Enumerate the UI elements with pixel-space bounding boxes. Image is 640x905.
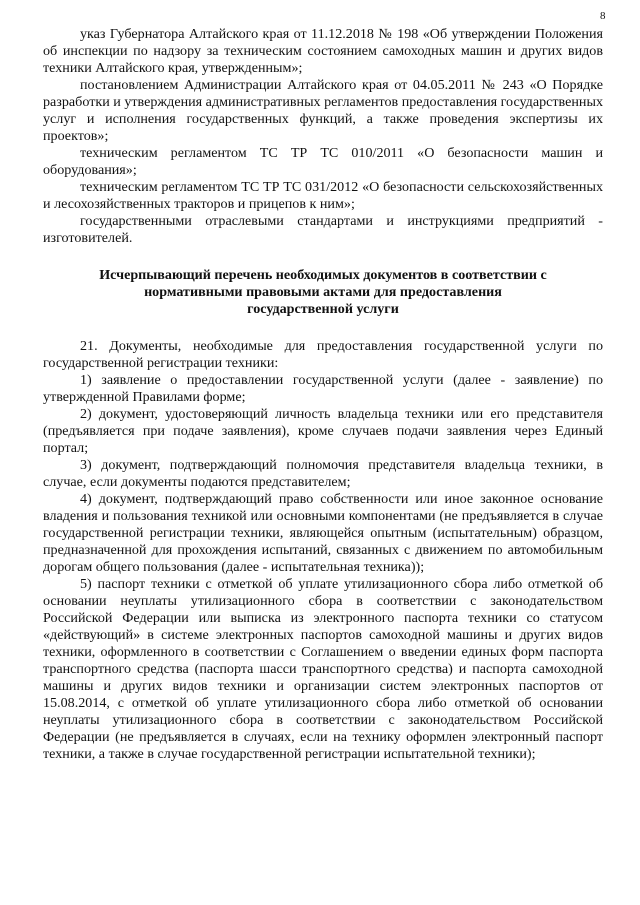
list-item-authority-document: 3) документ, подтверждающий полномочия представителя владельца техники, в случае, если документы подаются представителем;: [43, 457, 603, 490]
documents-list-section: [43, 338, 603, 763]
document-body: [43, 26, 603, 763]
list-item-identity-document: 2) документ, удостоверяющий личность владельца техники или его представителя (предъявляется при подаче заявления), кроме случаев подачи заявления через Единый портал;: [43, 406, 603, 456]
list-item-application: 1) заявление о предоставлении государственной услуги (далее - заявление) по утвержденной Правилами форме;: [43, 372, 603, 405]
list-item-vehicle-passport: 5) паспорт техники с отметкой об уплате утилизационного сбора либо отметкой об основании неуплаты утилизационного сбора в соответствии с законодательством Российской Федерации или выписка из электронного паспорта техники со статусом «действующий» в системе электронных паспортов самоходной машины и других видов техники, оформленного в соответствии с Соглашением о введении единых форм паспорта транспортного средства (паспорта шасси транспортного средства) и паспорта самоходной машины и других видов техники и организации систем электронных паспортов от 15.08.2014, с отметкой об уплате утилизационного сбора либо отметкой об основании неуплаты утилизационного сбора в соответствии с законодательством Российской Федерации (не предъявляется в случаях, если на технику оформлен электронный паспорт техники, а также в случае государственной регистрации испытательной техники);: [43, 576, 603, 762]
heading-line-3: государственной услуги: [247, 301, 399, 317]
intro-section: [43, 26, 603, 247]
section-heading: [43, 267, 603, 318]
paragraph-resolution-administration: постановлением Администрации Алтайского края от 04.05.2011 № 243 «О Порядке разработки и утверждения административных регламентов предоставления государственных услуг и исполнения государственных функций, а также проведения экспертизы их проектов»;: [43, 77, 603, 144]
paragraph-decree-governor: указ Губернатора Алтайского края от 11.12.2018 № 198 «Об утверждении Положения об инспекции по надзору за техническим состоянием самоходных машин и других видов техники Алтайского края, утвержденным»;: [43, 26, 603, 76]
paragraph-tech-regulation-010: техническим регламентом ТС ТР ТС 010/2011 «О безопасности машин и оборудования»;: [43, 145, 603, 178]
paragraph-state-standards: государственными отраслевыми стандартами и инструкциями предприятий - изготовителей.: [43, 213, 603, 246]
list-item-ownership-document: 4) документ, подтверждающий право собственности или иное законное основание владения и пользования техникой или основными компонентами (не предъявляется в случае государственной регистрации техники, являющейся опытным (испытательным) образцом, предназначенной для прохождения испытаний, связанных с движением по автомобильным дорогам общего пользования (далее - испытательная техника));: [43, 491, 603, 575]
page-number: 8: [600, 10, 606, 22]
heading-line-1: Исчерпывающий перечень необходимых документов в соответствии с: [99, 267, 547, 283]
paragraph-item-21: 21. Документы, необходимые для предоставления государственной услуги по государственной регистрации техники:: [43, 338, 603, 371]
heading-line-2: нормативными правовыми актами для предоставления: [144, 284, 502, 300]
paragraph-tech-regulation-031: техническим регламентом ТС ТР ТС 031/2012 «О безопасности сельскохозяйственных и лесохозяйственных тракторов и прицепов к ним»;: [43, 179, 603, 212]
